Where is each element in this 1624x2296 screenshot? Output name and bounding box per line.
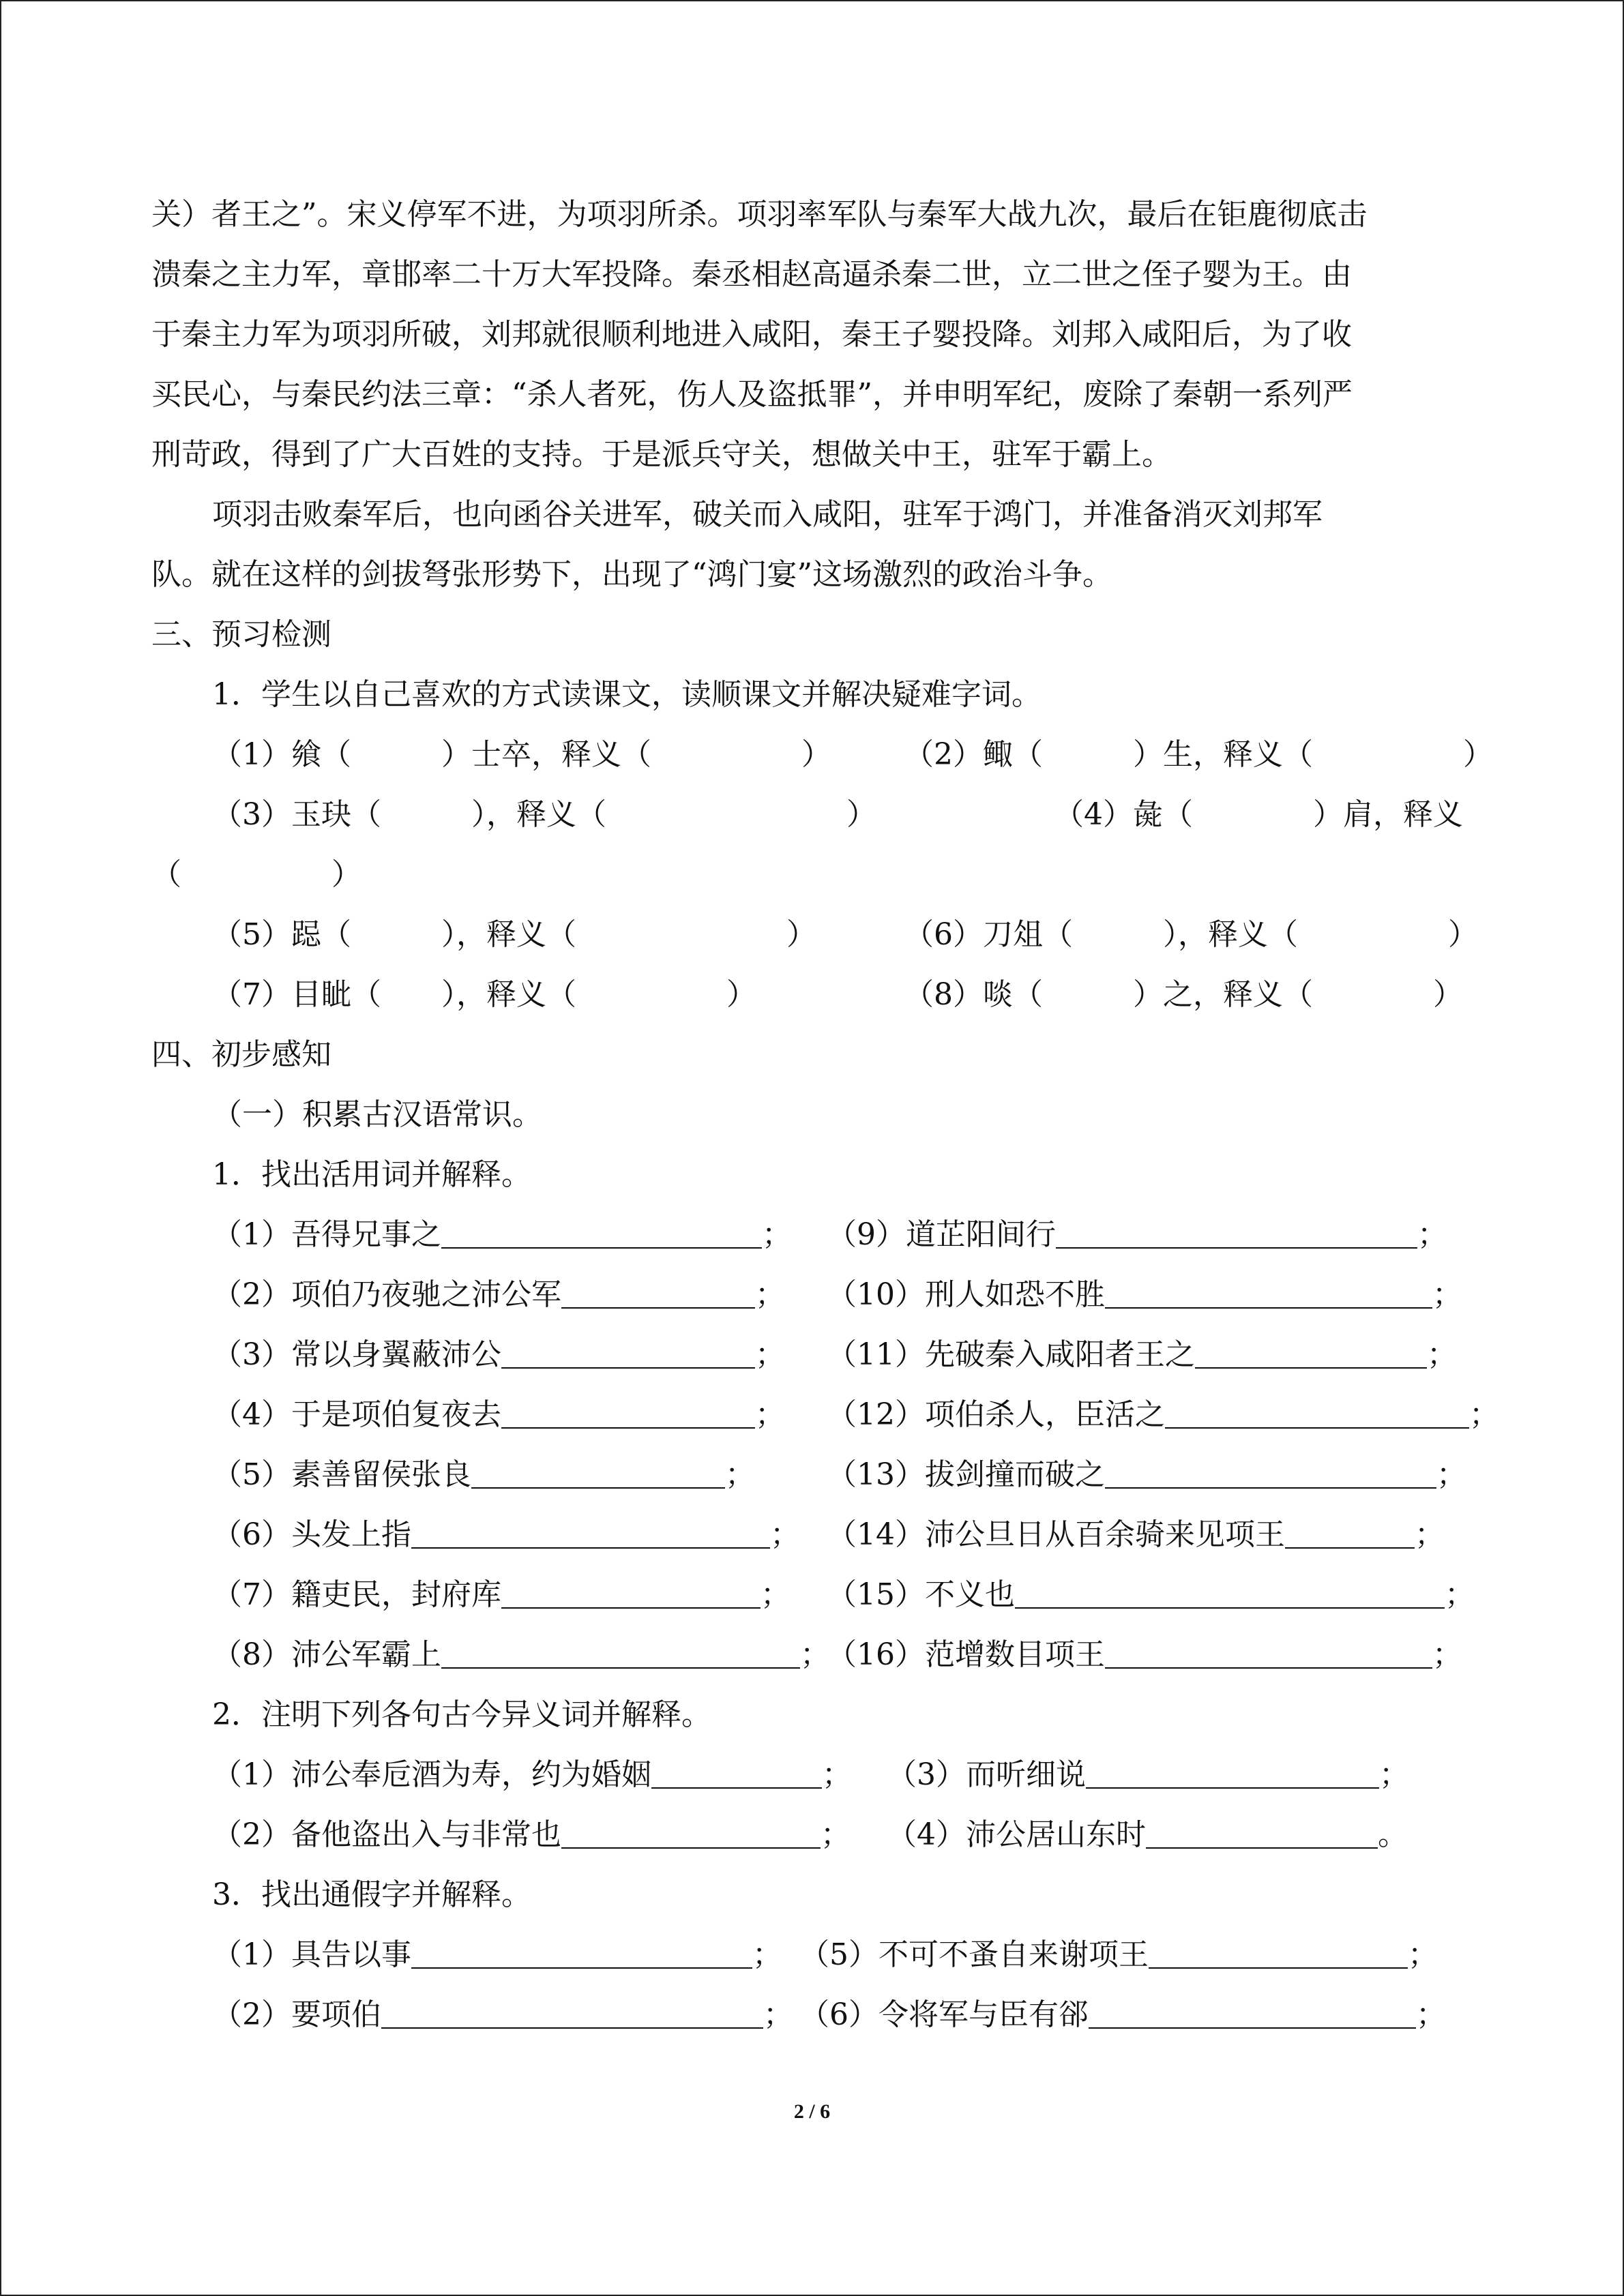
usage-item-6: [212, 1515, 800, 1555]
usage-item-1: [212, 1214, 792, 1255]
vocab-item-8: （8）啖（ ）之，释义（ ）: [904, 977, 1463, 1012]
intro-line-2: 溃秦之主力军，章邯率二十万大军投降。秦丞相赵高逼杀秦二世，立二世之侄子婴为王。由: [151, 257, 1352, 292]
loan-item-6: [799, 1995, 1446, 2036]
usage-item-4: [212, 1395, 785, 1435]
answer-blank[interactable]: [1015, 1577, 1445, 1609]
vocab-item-2: （2）鲰（ ）生，释义（ ）: [904, 737, 1493, 772]
usage-item-9-text: （9）道芷阳间行: [827, 1217, 1056, 1252]
usage-item-15: [827, 1575, 1475, 1615]
answer-blank[interactable]: [1105, 1637, 1432, 1669]
separator: ；: [1417, 1217, 1447, 1252]
separator: ；: [1415, 1517, 1445, 1552]
meaning-item-3-text: （3）而听细说: [887, 1757, 1086, 1792]
separator: ；: [1416, 1997, 1446, 2032]
answer-blank[interactable]: [501, 1577, 761, 1609]
usage-item-4-text: （4）于是项伯复夜去: [212, 1397, 501, 1432]
loan-item-6-text: （6）令将军与臣有郤: [799, 1997, 1089, 2032]
section4-q1: 1．找出活用词并解释。: [212, 1157, 531, 1192]
separator: ；: [1379, 1757, 1409, 1792]
separator: ；: [755, 1277, 785, 1312]
usage-item-10-text: （10）刑人如恐不胜: [827, 1277, 1105, 1312]
loan-item-2-text: （2）要项伯: [212, 1997, 381, 2032]
intro-line-6: 项羽击败秦军后，也向函谷关进军，破关而入咸阳，驻军于鸿门，并准备消灭刘邦军: [212, 497, 1323, 532]
section4-q2: 2．注明下列各句古今异义词并解释。: [212, 1697, 711, 1732]
separator: ；: [752, 1937, 782, 1972]
usage-item-12: [827, 1395, 1499, 1435]
loan-item-5-text: （5）不可不蚤自来谢项王: [799, 1937, 1149, 1972]
answer-blank[interactable]: [411, 1517, 770, 1549]
section3-q1: 1．学生以自己喜欢的方式读课文，读顺课文并解决疑难字词。: [212, 677, 1042, 712]
answer-blank[interactable]: [1056, 1217, 1417, 1249]
separator: ；: [770, 1517, 800, 1552]
separator: ；: [822, 1757, 852, 1792]
usage-item-3-text: （3）常以身翼蔽沛公: [212, 1337, 501, 1372]
separator: ；: [763, 1997, 793, 2032]
answer-blank[interactable]: [651, 1757, 822, 1789]
usage-item-14: [827, 1515, 1445, 1555]
intro-line-7: 队。就在这样的剑拔弩张形势下，出现了“鸿门宴”这场激烈的政治斗争。: [151, 557, 1112, 592]
intro-line-5: 刑苛政，得到了广大百姓的支持。于是派兵守关，想做关中王，驻军于霸上。: [151, 437, 1172, 472]
usage-item-3: [212, 1335, 785, 1375]
answer-blank[interactable]: [411, 1937, 752, 1969]
separator: ；: [755, 1397, 785, 1432]
usage-item-6-text: （6）头发上指: [212, 1517, 411, 1552]
separator: ；: [1432, 1277, 1462, 1312]
answer-blank[interactable]: [501, 1397, 755, 1429]
usage-item-7-text: （7）籍吏民，封府库: [212, 1577, 501, 1612]
meaning-item-2: [212, 1815, 851, 1855]
vocab-item-3: （3）玉玦（ ），释义（ ）: [212, 797, 876, 832]
answer-blank[interactable]: [471, 1457, 725, 1489]
usage-item-16: [827, 1635, 1462, 1675]
usage-item-16-text: （16）范增数目项王: [827, 1637, 1105, 1672]
usage-item-2: [212, 1274, 785, 1315]
meaning-item-2-text: （2）备他盗出入与非常也: [212, 1817, 561, 1852]
vocab-item-5: （5）跽（ ），释义（ ）: [212, 917, 816, 952]
separator: ；: [761, 1577, 791, 1612]
answer-blank[interactable]: [1105, 1277, 1432, 1309]
answer-blank[interactable]: [561, 1277, 755, 1309]
usage-item-11: [827, 1335, 1457, 1375]
usage-item-10: [827, 1274, 1462, 1315]
answer-blank[interactable]: [381, 1997, 763, 2029]
answer-blank[interactable]: [501, 1337, 755, 1369]
vocab-item-7: （7）目眦（ ），释义（ ）: [212, 977, 756, 1012]
usage-item-9: [827, 1214, 1447, 1255]
loan-item-1: [212, 1935, 782, 1976]
section4-q3: 3．找出通假字并解释。: [212, 1877, 531, 1912]
meaning-item-1-text: （1）沛公奉卮酒为寿，约为婚姻: [212, 1757, 651, 1792]
separator: ；: [1427, 1337, 1457, 1372]
usage-item-5: [212, 1455, 755, 1495]
vocab-item-4-cont: （ ）: [151, 857, 361, 892]
separator: ；: [1432, 1637, 1462, 1672]
intro-line-3: 于秦主力军为项羽所破，刘邦就很顺利地进入咸阳，秦王子婴投降。刘邦入咸阳后，为了收: [151, 317, 1352, 352]
answer-blank[interactable]: [1089, 1997, 1416, 2029]
separator: ；: [1445, 1577, 1475, 1612]
answer-blank[interactable]: [1105, 1457, 1436, 1489]
loan-item-5: [799, 1935, 1438, 1976]
separator: ；: [1436, 1457, 1466, 1492]
intro-line-1: 关）者王之”。宋义停军不进，为项羽所杀。项羽率军队与秦军大战九次，最后在钜鹿彻底击: [151, 197, 1368, 232]
usage-item-1-text: （1）吾得兄事之: [212, 1217, 441, 1252]
usage-item-8: [212, 1635, 830, 1675]
page-number: 2 / 6: [793, 2100, 831, 2123]
meaning-item-3: [887, 1755, 1409, 1795]
section4-heading: 四、初步感知: [151, 1037, 331, 1072]
answer-blank[interactable]: [1285, 1517, 1415, 1549]
intro-line-4: 买民心，与秦民约法三章：“杀人者死，伤人及盗抵罪”，并申明军纪，废除了秦朝一系列严: [151, 377, 1353, 412]
usage-item-7: [212, 1575, 791, 1615]
vocab-item-6: （6）刀俎（ ），释义（ ）: [904, 917, 1478, 952]
meaning-item-4-text: （4）沛公居山东时: [887, 1817, 1146, 1852]
separator: ；: [762, 1217, 792, 1252]
usage-item-11-text: （11）先破秦入咸阳者王之: [827, 1337, 1195, 1372]
answer-blank[interactable]: [1149, 1937, 1408, 1969]
usage-item-2-text: （2）项伯乃夜驰之沛公军: [212, 1277, 561, 1312]
vocab-item-4: （4）彘（ ）肩，释义: [1054, 797, 1463, 832]
usage-item-15-text: （15）不义也: [827, 1577, 1015, 1612]
answer-blank[interactable]: [441, 1217, 762, 1249]
usage-item-8-text: （8）沛公军霸上: [212, 1637, 441, 1672]
usage-item-13-text: （13）拔剑撞而破之: [827, 1457, 1105, 1492]
loan-item-2: [212, 1995, 793, 2036]
separator: ；: [1408, 1937, 1438, 1972]
section3-heading: 三、预习检测: [151, 617, 331, 652]
answer-blank[interactable]: [1086, 1757, 1379, 1789]
answer-blank[interactable]: [561, 1817, 821, 1849]
separator: ；: [800, 1637, 830, 1672]
usage-item-14-text: （14）沛公旦日从百余骑来见项王: [827, 1517, 1285, 1552]
separator: ；: [1469, 1397, 1499, 1432]
meaning-item-1: [212, 1755, 852, 1795]
loan-item-1-text: （1）具告以事: [212, 1937, 411, 1972]
usage-item-5-text: （5）素善留侯张良: [212, 1457, 471, 1492]
usage-item-13: [827, 1455, 1466, 1495]
meaning-item-4: [887, 1815, 1408, 1855]
answer-blank[interactable]: [441, 1637, 800, 1669]
section4-sub1: （一）积累古汉语常识。: [212, 1097, 542, 1132]
separator: ；: [755, 1337, 785, 1372]
answer-blank[interactable]: [1146, 1817, 1378, 1849]
separator: ；: [821, 1817, 851, 1852]
answer-blank[interactable]: [1165, 1397, 1469, 1429]
end-mark: 。: [1378, 1817, 1408, 1852]
usage-item-12-text: （12）项伯杀人，臣活之: [827, 1397, 1165, 1432]
vocab-item-1: （1）飨（ ）士卒，释义（ ）: [212, 737, 831, 772]
answer-blank[interactable]: [1195, 1337, 1427, 1369]
separator: ；: [725, 1457, 755, 1492]
